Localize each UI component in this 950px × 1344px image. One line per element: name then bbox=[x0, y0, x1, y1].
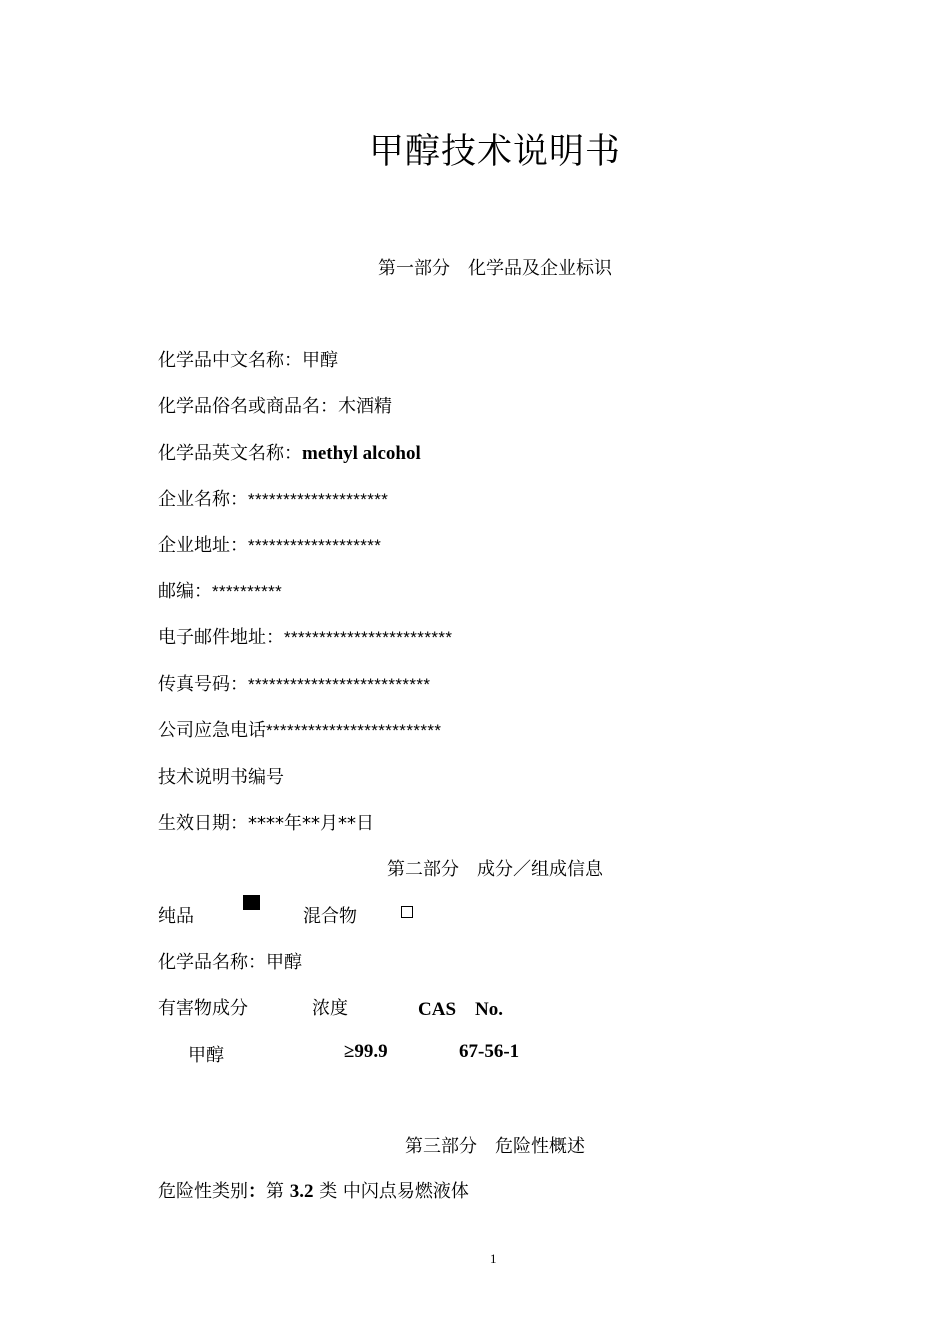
field-value: 甲醇 bbox=[302, 350, 338, 371]
field-label: 化学品英文名称： bbox=[158, 443, 302, 464]
field-label: 化学品名称： bbox=[158, 952, 266, 973]
field-chemical-name bbox=[158, 948, 302, 974]
unchecked-checkbox-icon bbox=[401, 906, 413, 918]
field-value: methyl alcohol bbox=[302, 443, 421, 464]
field-value: 木酒精 bbox=[338, 396, 392, 417]
field-label: 化学品中文名称： bbox=[158, 350, 302, 371]
field-label: 技术说明书编号 bbox=[158, 767, 284, 788]
field-value: ******************* bbox=[248, 536, 382, 555]
field-chinese-name bbox=[158, 346, 338, 372]
field-suffix: 类 中闪点易燃液体 bbox=[313, 1181, 469, 1202]
table-cell-concentration: ≥99.9 bbox=[344, 1041, 388, 1062]
section-heading-part1: 第一部分 化学品及企业标识 bbox=[378, 258, 612, 279]
table-header-component: 有害物成分 bbox=[158, 998, 248, 1019]
field-emergency-phone bbox=[158, 716, 441, 742]
field-colon: ： bbox=[248, 1181, 266, 1202]
pure-label: 纯品 bbox=[158, 906, 194, 927]
field-value: ************************** bbox=[248, 675, 431, 694]
checked-checkbox-icon bbox=[243, 895, 260, 910]
document-title: 甲醇技术说明书 bbox=[368, 132, 621, 172]
field-value: ****年**月**日 bbox=[248, 813, 374, 834]
field-label: 传真号码： bbox=[158, 674, 248, 695]
field-label: 化学品俗名或商品名： bbox=[158, 396, 338, 417]
table-cell-component: 甲醇 bbox=[188, 1045, 224, 1066]
field-spec-number bbox=[158, 763, 284, 789]
mixture-label: 混合物 bbox=[303, 906, 357, 927]
field-email bbox=[158, 623, 452, 649]
field-postcode bbox=[158, 577, 282, 603]
field-fax bbox=[158, 670, 430, 696]
table-header-cas: CAS No. bbox=[418, 999, 503, 1020]
field-label: 邮编： bbox=[158, 581, 212, 602]
field-value: ************************ bbox=[284, 628, 453, 647]
field-label: 危险性类别 bbox=[158, 1181, 248, 1202]
field-value: ********** bbox=[212, 582, 283, 601]
field-value: ******************** bbox=[248, 490, 389, 509]
field-value: 3.2 bbox=[289, 1181, 314, 1202]
field-label: 公司应急电话 bbox=[158, 720, 266, 741]
section-heading-part2: 第二部分 成分／组成信息 bbox=[387, 859, 603, 880]
section-heading-part3: 第三部分 危险性概述 bbox=[405, 1136, 585, 1157]
field-label: 企业名称： bbox=[158, 489, 248, 510]
table-cell-cas: 67-56-1 bbox=[459, 1041, 520, 1062]
field-common-name bbox=[158, 392, 392, 418]
field-label: 电子邮件地址： bbox=[158, 627, 284, 648]
field-label: 生效日期： bbox=[158, 813, 248, 834]
field-label: 企业地址： bbox=[158, 535, 248, 556]
page-number: 1 bbox=[490, 1251, 497, 1266]
field-company-name bbox=[158, 485, 388, 511]
field-company-address bbox=[158, 531, 381, 557]
field-value: ************************* bbox=[266, 721, 442, 740]
field-english-name bbox=[158, 439, 421, 465]
field-hazard-class bbox=[158, 1177, 469, 1203]
field-prefix: 第 bbox=[266, 1181, 290, 1202]
field-value: 甲醇 bbox=[266, 952, 302, 973]
table-header-concentration: 浓度 bbox=[312, 998, 348, 1019]
field-effective-date bbox=[158, 809, 374, 835]
